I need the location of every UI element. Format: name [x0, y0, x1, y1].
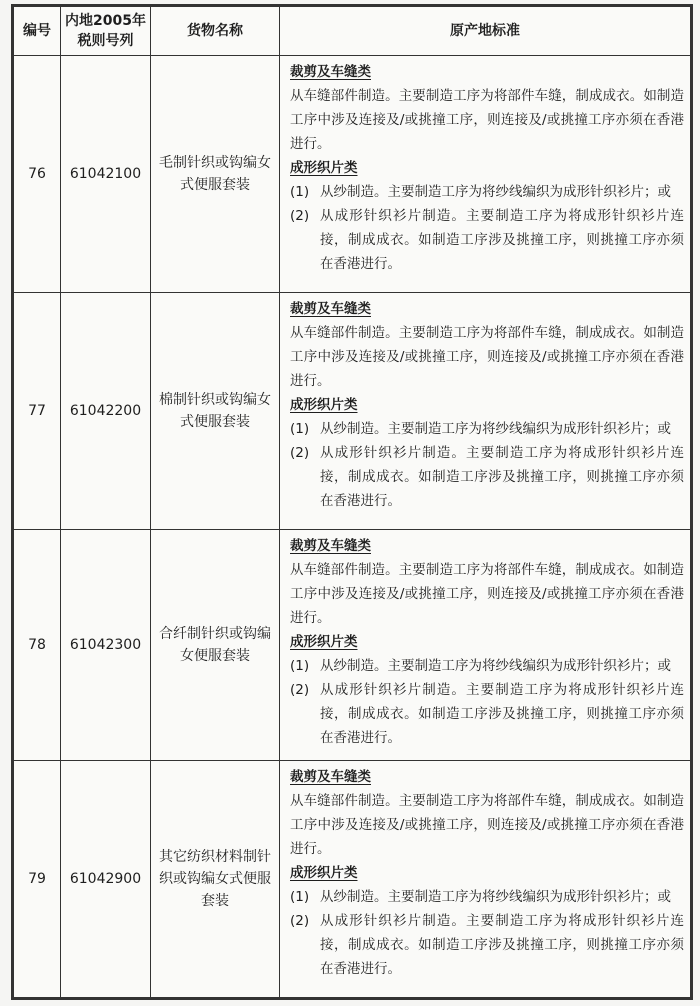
- item-text: 从成形针织衫片制造。主要制造工序为将成形针织衫片连接，制成成衣。如制造工序涉及挑撞工序，则挑撞工序亦须在香港进行。: [320, 445, 684, 509]
- row-tariff-code: 61042100: [61, 56, 151, 293]
- table-row: [14, 56, 691, 293]
- section-title-fully-fashioned: 成形织片类: [290, 865, 358, 881]
- row-tariff-code: 61042200: [61, 293, 151, 530]
- list-item: [290, 885, 684, 909]
- item-mark: (1): [290, 421, 310, 437]
- item-mark: (2): [290, 913, 310, 929]
- row-num: 78: [14, 530, 61, 761]
- row-origin-standard: [280, 56, 691, 293]
- row-num: 77: [14, 293, 61, 530]
- row-tariff-code: 61042300: [61, 530, 151, 761]
- row-origin-standard: [280, 761, 691, 998]
- header-origin-standard: 原产地标准: [280, 7, 691, 56]
- row-goods-name: 毛制针织或钩编女式便服套装: [151, 56, 280, 293]
- item-mark: (1): [290, 184, 310, 200]
- header-row: [14, 7, 691, 56]
- item-mark: (1): [290, 658, 310, 674]
- section-title-cut-sew: 裁剪及车缝类: [290, 769, 371, 785]
- list-item: [290, 909, 684, 981]
- list-item: [290, 417, 684, 441]
- list-item: [290, 441, 684, 513]
- header-code-line1: 内地2005年: [65, 13, 146, 29]
- item-mark: (2): [290, 208, 310, 224]
- table-row: [14, 293, 691, 530]
- row-origin-standard: [280, 293, 691, 530]
- item-text: 从成形针织衫片制造。主要制造工序为将成形针织衫片连接，制成成衣。如制造工序涉及挑撞工序，则挑撞工序亦须在香港进行。: [320, 913, 684, 977]
- header-num: 编号: [14, 7, 61, 56]
- header-goods-name: 货物名称: [151, 7, 280, 56]
- list-item: [290, 204, 684, 276]
- list-item: [290, 678, 684, 750]
- table-row: [14, 761, 691, 998]
- row-num: 79: [14, 761, 61, 998]
- section-title-fully-fashioned: 成形织片类: [290, 397, 358, 413]
- origin-standards-table: [13, 6, 691, 998]
- list-item: [290, 180, 684, 204]
- item-text: 从纱制造。主要制造工序为将纱线编织为成形针织衫片；或: [320, 889, 671, 905]
- table-row: [14, 530, 691, 761]
- section-text-cut-sew: 从车缝部件制造。主要制造工序为将部件车缝，制成成衣。如制造工序中涉及连接及/或挑撞工序，则连接及/或挑撞工序亦须在香港进行。: [290, 562, 684, 626]
- header-tariff-code: [61, 7, 151, 56]
- item-text: 从纱制造。主要制造工序为将纱线编织为成形针织衫片；或: [320, 421, 671, 437]
- list-item: [290, 654, 684, 678]
- row-goods-name: 其它纺织材料制针织或钩编女式便服套装: [151, 761, 280, 998]
- item-mark: (1): [290, 889, 310, 905]
- section-title-cut-sew: 裁剪及车缝类: [290, 301, 371, 317]
- section-text-cut-sew: 从车缝部件制造。主要制造工序为将部件车缝，制成成衣。如制造工序中涉及连接及/或挑撞工序，则连接及/或挑撞工序亦须在香港进行。: [290, 325, 684, 389]
- section-title-cut-sew: 裁剪及车缝类: [290, 538, 371, 554]
- section-title-fully-fashioned: 成形织片类: [290, 160, 358, 176]
- row-goods-name: 棉制针织或钩编女式便服套装: [151, 293, 280, 530]
- item-mark: (2): [290, 682, 310, 698]
- section-text-cut-sew: 从车缝部件制造。主要制造工序为将部件车缝，制成成衣。如制造工序中涉及连接及/或挑撞工序，则连接及/或挑撞工序亦须在香港进行。: [290, 793, 684, 857]
- row-tariff-code: 61042900: [61, 761, 151, 998]
- row-goods-name: 合纤制针织或钩编女便服套装: [151, 530, 280, 761]
- section-title-fully-fashioned: 成形织片类: [290, 634, 358, 650]
- document-page: [11, 4, 693, 1000]
- row-origin-standard: [280, 530, 691, 761]
- item-text: 从纱制造。主要制造工序为将纱线编织为成形针织衫片；或: [320, 184, 671, 200]
- item-text: 从成形针织衫片制造。主要制造工序为将成形针织衫片连接，制成成衣。如制造工序涉及挑撞工序，则挑撞工序亦须在香港进行。: [320, 208, 684, 272]
- item-text: 从纱制造。主要制造工序为将纱线编织为成形针织衫片；或: [320, 658, 671, 674]
- section-title-cut-sew: 裁剪及车缝类: [290, 64, 371, 80]
- row-num: 76: [14, 56, 61, 293]
- section-text-cut-sew: 从车缝部件制造。主要制造工序为将部件车缝，制成成衣。如制造工序中涉及连接及/或挑撞工序，则连接及/或挑撞工序亦须在香港进行。: [290, 88, 684, 152]
- header-code-line2: 税则号列: [77, 33, 134, 49]
- item-text: 从成形针织衫片制造。主要制造工序为将成形针织衫片连接，制成成衣。如制造工序涉及挑撞工序，则挑撞工序亦须在香港进行。: [320, 682, 684, 746]
- item-mark: (2): [290, 445, 310, 461]
